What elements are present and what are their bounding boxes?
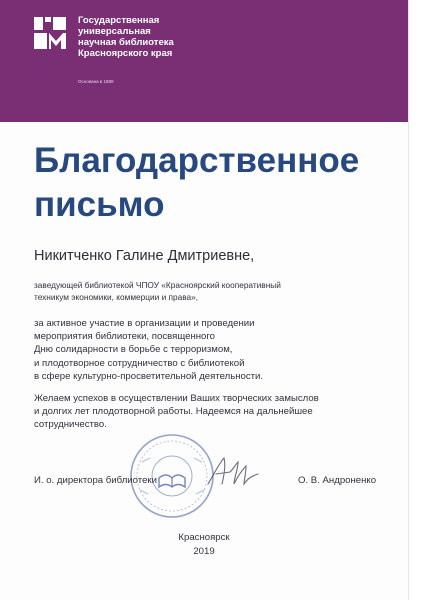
wishes-paragraph [34, 392, 394, 432]
library-logo-icon [34, 17, 66, 49]
handwritten-signature-icon [204, 454, 260, 488]
text-line: техникум экономики, коммерции и права», [34, 291, 199, 302]
title-line-1: Благодарственное [34, 141, 360, 180]
org-line: научная библиотека [78, 37, 174, 48]
text-line: в сфере культурно-просветительной деятельности. [34, 370, 264, 382]
recipient-name: Никитченко Галине Дмитриевне, [34, 248, 255, 264]
signatory-role: И. о. директора библиотеки [34, 475, 157, 486]
title-line-2: письмо [34, 185, 165, 224]
org-line: Государственная [78, 15, 160, 26]
org-line: универсальная [78, 26, 151, 37]
recipient-position [34, 280, 394, 303]
text-line: Желаем успехов в осуществлении Ваших творческих замыслов [34, 393, 319, 404]
text-line: и долгих лет плодотворной работы. Надеемся на дальнейшее [34, 406, 313, 418]
organization-name [78, 15, 288, 59]
text-line: и плодотворное сотрудничество с библиотекой [34, 357, 245, 369]
founded-note: Основана в 1889 [78, 79, 114, 84]
text-line: сотрудничество. [34, 419, 107, 431]
org-line: Красноярского края [78, 48, 173, 59]
text-line: за активное участие в организации и проведении [34, 318, 255, 329]
signatory-name: О. В. Андроненко [298, 475, 377, 486]
text-line: мероприятия библиотеки, посвященного [34, 331, 215, 343]
text-line: заведующей библиотекой ЧПОУ «Красноярский кооперативный [34, 280, 281, 290]
issue-year: 2019 [193, 546, 215, 557]
gratitude-reason [34, 317, 394, 383]
header-band [0, 0, 408, 122]
letter-title [34, 139, 404, 227]
text-line: Дню солидарности в борьбе с терроризмом, [34, 344, 233, 356]
issue-city: Красноярск [178, 532, 230, 543]
